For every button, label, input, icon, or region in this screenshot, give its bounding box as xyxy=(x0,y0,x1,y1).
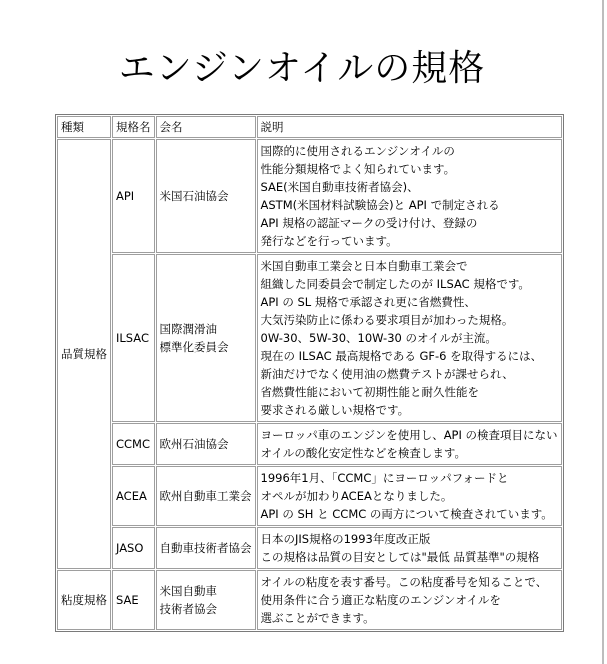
description-line: 使用条件に合う適正な粘度のエンジンオイルを xyxy=(260,593,501,607)
organization-line: 国際潤滑油 xyxy=(159,322,217,336)
description-line: 国際的に使用されるエンジンオイルの xyxy=(260,144,455,158)
table-body xyxy=(57,139,562,630)
description-line: 0W-30、5W-30、10W-30 のオイルが主流。 xyxy=(260,331,497,345)
organization-cell xyxy=(156,466,256,526)
standard-name-cell: ACEA xyxy=(112,466,155,526)
oil-standards-table xyxy=(55,114,564,632)
header-standard-name: 規格名 xyxy=(112,116,155,138)
standard-name-cell: API xyxy=(112,139,155,253)
organization-cell xyxy=(156,570,256,630)
header-category: 種類 xyxy=(57,116,111,138)
organization-line: 米国石油協会 xyxy=(159,189,229,203)
description-cell xyxy=(257,139,562,253)
organization-cell xyxy=(156,527,256,569)
description-line: SAE(米国自動車技術者協会)、 xyxy=(260,180,419,194)
category-cell: 品質規格 xyxy=(57,139,111,569)
description-line: 性能分類規格でよく知られています。 xyxy=(260,162,456,176)
description-cell xyxy=(257,527,562,569)
page-title: エンジンオイルの規格 xyxy=(118,48,486,89)
organization-line: 欧州自動車工業会 xyxy=(159,489,252,503)
table-row xyxy=(57,254,562,422)
description-line: オイルの酸化安定性などを検査します。 xyxy=(260,446,467,460)
description-line: 日本のJIS規格の1993年度改正版 xyxy=(260,532,431,546)
description-line: 選ぶことができます。 xyxy=(260,611,375,625)
description-line: 組織した同委員会で制定したのが ILSAC 規格です。 xyxy=(260,277,530,291)
description-line: 新油だけでなく使用油の燃費テストが課せられ、 xyxy=(260,367,514,381)
description-cell xyxy=(257,570,562,630)
description-cell xyxy=(257,423,562,465)
standard-name-cell: JASO xyxy=(112,527,155,569)
description-line: ASTM(米国材料試験協会)と API で制定される xyxy=(260,198,500,212)
description-line: 省燃費性能において初期性能と耐久性能を xyxy=(260,385,479,399)
table-row xyxy=(57,139,562,253)
standard-name-cell: ILSAC xyxy=(112,254,155,422)
table-row xyxy=(57,570,562,630)
description-line: 発行などを行っています。 xyxy=(260,234,398,248)
category-cell: 粘度規格 xyxy=(57,570,111,630)
organization-line: 技術者協会 xyxy=(159,602,217,616)
description-cell xyxy=(257,254,562,422)
organization-cell xyxy=(156,254,256,422)
standard-name-cell: CCMC xyxy=(112,423,155,465)
description-line: 大気汚染防止に係わる要求項目が加わった規格。 xyxy=(260,313,514,327)
description-line: 要求される厳しい規格です。 xyxy=(260,403,410,417)
description-line: この規格は品質の目安としては"最低 品質基準"の規格 xyxy=(260,550,540,564)
organization-line: 標準化委員会 xyxy=(159,340,229,354)
description-line: API の SL 規格で承認され更に省燃費性、 xyxy=(260,295,476,309)
table-row xyxy=(57,466,562,526)
description-line: API 規格の認証マークの受け付け、登録の xyxy=(260,216,478,230)
description-line: API の SH と CCMC の両方について検査されています。 xyxy=(260,507,553,521)
description-line: 現在の ILSAC 最高規格である GF-6 を取得するには、 xyxy=(260,349,543,363)
table-row xyxy=(57,527,562,569)
standard-name-cell: SAE xyxy=(112,570,155,630)
description-line: オペルが加わりACEAとなりました。 xyxy=(260,489,453,503)
header-organization: 会名 xyxy=(156,116,256,138)
description-line: 1996年1月、「CCMC」にヨーロッパフォードと xyxy=(260,471,509,485)
organization-line: 米国自動車 xyxy=(159,584,217,598)
description-line: オイルの粘度を表す番号。この粘度番号を知ることで、 xyxy=(260,575,548,589)
description-line: 米国自動車工業会と日本自動車工業会で xyxy=(260,259,468,273)
organization-line: 欧州石油協会 xyxy=(159,437,229,451)
organization-line: 自動車技術者協会 xyxy=(159,541,252,555)
header-description: 説明 xyxy=(257,116,562,138)
organization-cell xyxy=(156,139,256,253)
organization-cell xyxy=(156,423,256,465)
table-header-row xyxy=(57,116,562,138)
table-row xyxy=(57,423,562,465)
description-cell xyxy=(257,466,562,526)
description-line: ヨーロッパ車のエンジンを使用し、API の検査項目にない xyxy=(260,428,558,442)
